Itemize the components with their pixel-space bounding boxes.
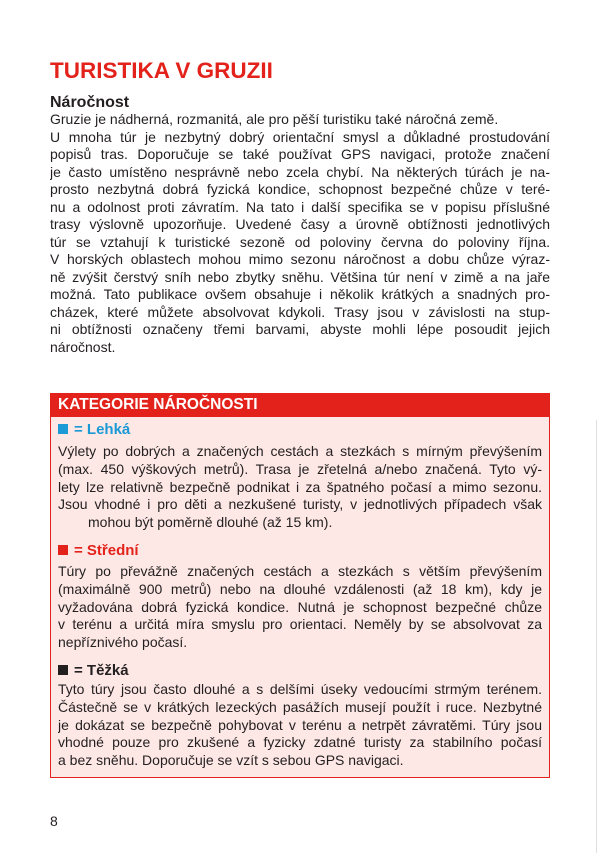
intro-line: je často umístěno nesprávně nebo zcela chybí. Na některých túrách je na-	[50, 163, 550, 180]
intro-line: nu a odolnost proti závratím. Na tato i další specifika se v popisu příslušné	[50, 198, 550, 215]
intro-line: V horských oblastech mohou mimo sezonu náročnost a dobu chůze výraz-	[50, 251, 550, 267]
category-heading-medium	[58, 541, 139, 561]
square-icon	[58, 424, 68, 434]
intro-line: Gruzie je nádherná, rozmanitá, ale pro pěší turistiku také náročná země.	[50, 111, 499, 127]
intro-line: popisů tras. Doporučuje se také používat GPS navigaci, protože značení	[50, 146, 550, 162]
intro-line: trasy výslovně upozorňuje. Uvedené časy a úrovně obtížnosti jednotlivých	[50, 216, 550, 232]
description-line: vyžadována dobrá fyzická kondice. Nutná je schopnost bezpečné chůze	[58, 598, 542, 615]
category-heading-easy	[58, 420, 130, 440]
intro-line: U mnoha túr je nezbytný dobrý orientační smysl a důkladné prostudování	[50, 128, 550, 145]
category-description-easy	[58, 443, 542, 532]
description-line: Výlety po dobrých a značených cestách a stezkách s mírným převýšením	[58, 443, 542, 459]
description-line: vhodné pouze pro zkušené a fyzicky zdatné turisty za stabilního počasí	[58, 734, 542, 751]
page-edge-line	[596, 420, 597, 853]
description-line: Částečně se v krátkých lezeckých pasážích musejí použít i ruce. Nezbytné	[58, 698, 542, 715]
category-label: = Těžká	[74, 662, 129, 679]
description-line: Tyto túry jsou často dlouhé a s delšími úseky vedoucími strmým terénem.	[58, 681, 542, 697]
intro-line: náročnost.	[50, 338, 116, 355]
section-heading: Náročnost	[50, 94, 130, 111]
intro-line: ni obtížnosti označeny třemi barvami, abyste mohli lépe posoudit jejich	[50, 321, 550, 337]
page-number: 8	[50, 813, 58, 829]
description-line: a bez sněhu. Doporučuje se vzít s sebou GPS navigaci.	[58, 752, 404, 769]
description-line: v terénu a určitá míra smyslu pro orientaci. Neměly by se absolvovat za	[58, 616, 542, 633]
description-line: je dokázat se bezpečně pohybovat v terénu a netrpět závratěmi. Túry jsou	[58, 716, 542, 733]
square-icon	[58, 545, 68, 555]
description-line: nepříznivého počasí.	[58, 634, 188, 651]
intro-line: ně zvýšit čerstvý sníh nebo zbytky sněhu. Většina túr není v zimě a na jaře	[50, 268, 550, 285]
square-icon	[58, 665, 68, 675]
category-label: = Střední	[74, 542, 139, 559]
difficulty-categories-box	[50, 393, 550, 778]
category-description-hard	[58, 681, 542, 770]
intro-line: cházek, které můžete absolvovat kdykoli. Trasy jsou v závislosti na stup-	[50, 303, 550, 320]
page-title: TURISTIKA V GRUZII	[50, 58, 273, 83]
description-line: (max. 450 výškových metrů). Trasa je zřetelná a/nebo značená. Tyto vý-	[58, 460, 542, 477]
category-label: = Lehká	[74, 421, 131, 438]
category-description-medium	[58, 563, 542, 652]
description-line: lety lze relativně bezpečně podnikat i za špatného počasí a mimo sezonu.	[58, 478, 542, 495]
description-line: Túry po převážně značených cestách a stezkách s větším převýšením	[58, 563, 542, 579]
category-heading-hard	[58, 661, 129, 681]
intro-paragraph	[50, 111, 550, 356]
intro-line: možná. Tato publikace ovšem obsahuje i několik krátkých a snadných pro-	[50, 286, 550, 302]
description-line: (maximálně 900 metrů) nebo na dlouhé vzdálenosti (až 18 km), kdy je	[58, 580, 542, 597]
intro-line: túr se vztahují k turistické sezoně od poloviny června do poloviny října.	[50, 233, 550, 250]
description-line: Jsou vhodné i pro děti a nezkušené turisty, v jednotlivých případech však	[58, 496, 542, 513]
description-line: mohou být poměrně dlouhé (až 15 km).	[88, 514, 333, 531]
intro-line: prosto nezbytná dobrá fyzická kondice, schopnost bezpečné chůze v teré-	[50, 181, 550, 197]
box-header: KATEGORIE NÁROČNOSTI	[51, 393, 549, 417]
